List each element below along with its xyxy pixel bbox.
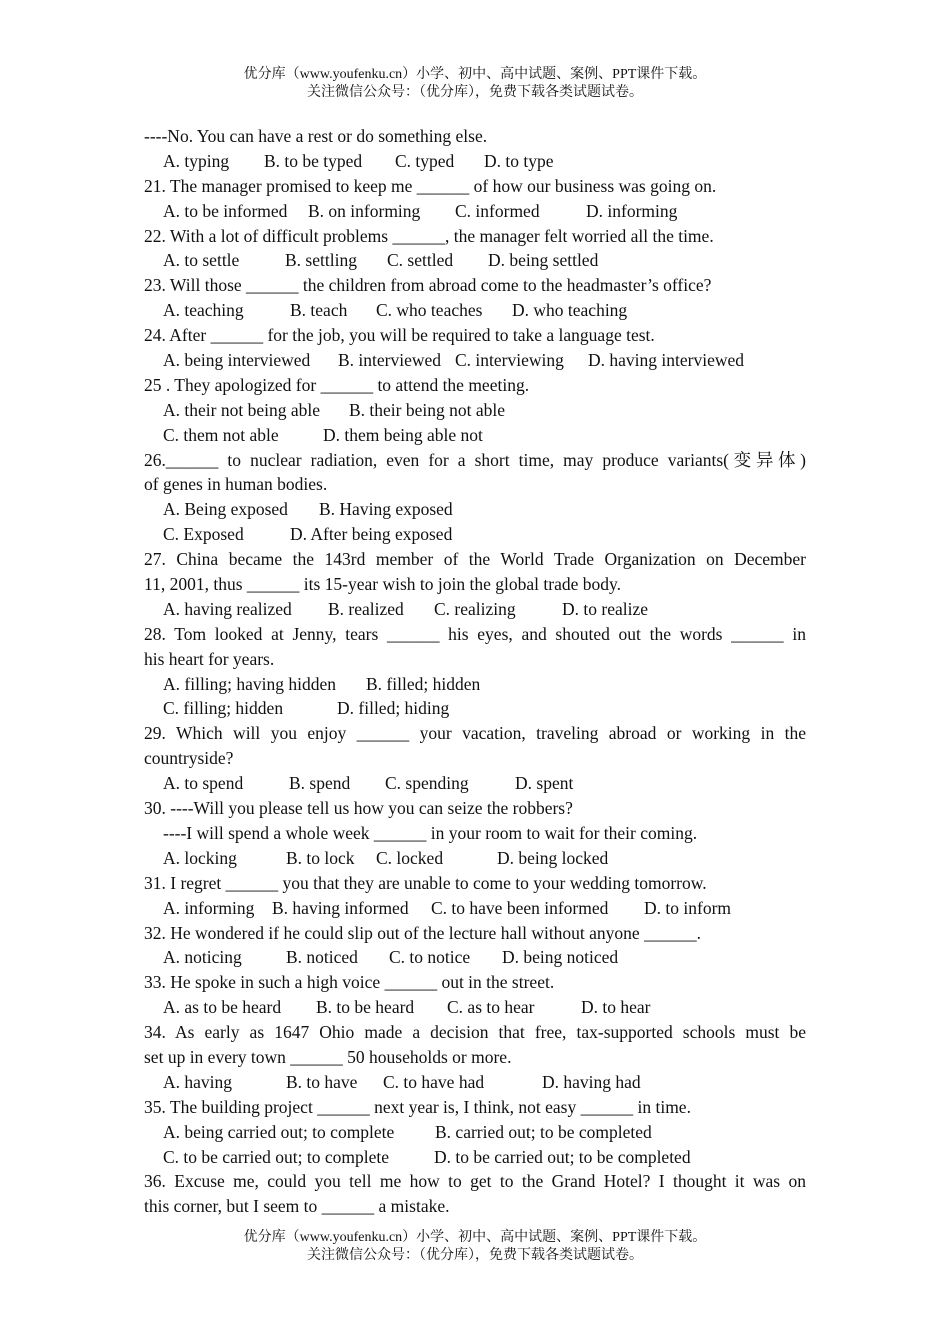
q28-stem-line-1: 28. Tom looked at Jenny, tears ______ his eyes, and shouted out the words ______ in <box>144 623 806 644</box>
footer-line-2: 关注微信公众号：（优分库），免费下载各类试题试卷。 <box>307 1248 643 1263</box>
q25-option-c: C. them not able <box>163 424 279 445</box>
q33-option-c: C. as to hear <box>447 997 535 1018</box>
q32-option-a: A. noticing <box>163 947 242 968</box>
q28-option-c: C. filling; hidden <box>163 698 284 719</box>
q32-option-c: C. to notice <box>389 947 471 968</box>
q32-options <box>144 945 806 970</box>
q30-option-a: A. locking <box>163 847 237 868</box>
q26-options-row-2 <box>144 522 806 547</box>
q34-option-c: C. to have had <box>383 1071 485 1092</box>
q21-option-d: D. informing <box>586 200 678 221</box>
q26-option-b: B. Having exposed <box>319 499 453 520</box>
q34-option-a: A. having <box>163 1071 233 1092</box>
q28-options-row-1 <box>144 672 806 697</box>
q25-option-a: A. their not being able <box>163 399 320 420</box>
q29-stem-line-1: 29. Which will you enjoy ______ your vacation, traveling abroad or working in the <box>144 723 806 744</box>
q33-option-d: D. to hear <box>581 997 651 1018</box>
q30-stem-line-2: ----I will spend a whole week ______ in your room to wait for their coming. <box>163 822 698 843</box>
q31-stem: 31. I regret ______ you that they are unable to come to your wedding tomorrow. <box>144 872 707 893</box>
q28-options-row-2 <box>144 696 806 721</box>
q30-options <box>144 846 806 871</box>
header-line-1: 优分库（www.youfenku.cn）小学、初中、高中试题、案例、PPT课件下载。 <box>243 67 707 82</box>
q26-option-a: A. Being exposed <box>163 499 288 520</box>
footer-line-1: 优分库（www.youfenku.cn）小学、初中、高中试题、案例、PPT课件下载。 <box>243 1230 707 1245</box>
q25-options-row-2 <box>144 423 806 448</box>
q27-stem-line-2: 11, 2001, thus ______ its 15-year wish to join the global trade body. <box>144 574 621 595</box>
q21-stem: 21. The manager promised to keep me ______ of how our business was going on. <box>144 175 717 196</box>
q30-stem-line-1: 30. ----Will you please tell us how you can seize the robbers? <box>144 798 573 819</box>
q31-option-d: D. to inform <box>644 897 732 918</box>
q28-option-a: A. filling; having hidden <box>163 673 337 694</box>
q29-options <box>144 771 806 796</box>
q21-option-b: B. on informing <box>308 200 421 221</box>
q20-option-d: D. to type <box>484 150 554 171</box>
q27-option-d: D. to realize <box>562 598 648 619</box>
q35-option-a: A. being carried out; to complete <box>163 1121 395 1142</box>
q35-option-b: B. carried out; to be completed <box>435 1121 652 1142</box>
q26-options-row-1 <box>144 497 806 522</box>
q30-option-c: C. locked <box>376 847 444 868</box>
q22-options <box>144 248 806 273</box>
q27-option-b: B. realized <box>328 598 404 619</box>
q21-option-c: C. informed <box>455 200 540 221</box>
q21-options <box>144 199 806 224</box>
q24-options <box>144 348 806 373</box>
q36-stem-line-1: 36. Excuse me, could you tell me how to get to the Grand Hotel? I thought it was on <box>144 1171 806 1192</box>
q25-option-d: D. them being able not <box>323 424 483 445</box>
q20-option-b: B. to be typed <box>264 150 363 171</box>
q29-stem-line-2: countryside? <box>144 748 234 769</box>
q34-stem-line-1: 34. As early as 1647 Ohio made a decision that free, tax-supported schools must be <box>144 1022 806 1043</box>
q20-options <box>144 149 806 174</box>
q28-stem-line-2: his heart for years. <box>144 648 275 669</box>
page-footer <box>0 1229 950 1265</box>
page-header <box>0 66 950 102</box>
q34-option-d: D. having had <box>542 1071 641 1092</box>
q23-option-a: A. teaching <box>163 300 244 321</box>
q23-option-c: C. who teaches <box>376 300 483 321</box>
q25-options-row-1 <box>144 398 806 423</box>
header-line-2: 关注微信公众号：（优分库），免费下载各类试题试卷。 <box>307 85 643 100</box>
q28-option-b: B. filled; hidden <box>366 673 481 694</box>
q28-option-d: D. filled; hiding <box>337 698 450 719</box>
q24-option-c: C. interviewing <box>455 350 564 371</box>
q29-option-b: B. spend <box>289 773 351 794</box>
q25-option-b: B. their being not able <box>349 399 506 420</box>
q36-stem-line-2: this corner, but I seem to ______ a mistake. <box>144 1196 450 1217</box>
q23-options <box>144 298 806 323</box>
q23-option-d: D. who teaching <box>512 300 628 321</box>
q24-option-a: A. being interviewed <box>163 350 311 371</box>
q33-stem: 33. He spoke in such a high voice ______ out in the street. <box>144 972 555 993</box>
q20-option-a: A. typing <box>163 150 230 171</box>
q26-stem-line-2: of genes in human bodies. <box>144 474 328 495</box>
q23-stem: 23. Will those ______ the children from abroad come to the headmaster’s office? <box>144 275 712 296</box>
q27-option-a: A. having realized <box>163 598 292 619</box>
q32-stem: 32. He wondered if he could slip out of the lecture hall without anyone ______. <box>144 922 701 943</box>
q27-stem-line-1: 27. China became the 143rd member of the World Trade Organization on December <box>144 549 806 570</box>
q31-option-a: A. informing <box>163 897 255 918</box>
exam-questions <box>144 124 806 1219</box>
q24-option-b: B. interviewed <box>338 350 442 371</box>
q27-option-c: C. realizing <box>434 598 516 619</box>
q20-option-c: C. typed <box>395 150 455 171</box>
q22-stem: 22. With a lot of difficult problems ______, the manager felt worried all the time. <box>144 225 714 246</box>
q29-option-d: D. spent <box>515 773 574 794</box>
q35-stem: 35. The building project ______ next year is, I think, not easy ______ in time. <box>144 1096 691 1117</box>
q35-options-row-2 <box>144 1145 806 1170</box>
q21-option-a: A. to be informed <box>163 200 288 221</box>
q29-option-c: C. spending <box>385 773 469 794</box>
q34-stem-line-2: set up in every town ______ 50 households or more. <box>144 1046 512 1067</box>
q22-option-d: D. being settled <box>488 250 599 271</box>
q26-stem-line-1: 26.______ to nuclear radiation, even for a short time, may produce variants(变异体) <box>144 449 806 470</box>
q31-options <box>144 896 806 921</box>
q34-options <box>144 1070 806 1095</box>
q24-stem: 24. After ______ for the job, you will be required to take a language test. <box>144 325 655 346</box>
q33-option-b: B. to be heard <box>316 997 415 1018</box>
q22-option-c: C. settled <box>387 250 454 271</box>
q23-option-b: B. teach <box>290 300 348 321</box>
q26-option-c: C. Exposed <box>163 524 244 545</box>
q33-options <box>144 995 806 1020</box>
q25-stem: 25 . They apologized for ______ to attend the meeting. <box>144 374 530 395</box>
q22-option-b: B. settling <box>285 250 357 271</box>
q31-option-c: C. to have been informed <box>431 897 609 918</box>
q32-option-d: D. being noticed <box>502 947 619 968</box>
q30-option-d: D. being locked <box>497 847 609 868</box>
q31-option-b: B. having informed <box>272 897 409 918</box>
q29-option-a: A. to spend <box>163 773 244 794</box>
q33-option-a: A. as to be heard <box>163 997 282 1018</box>
q35-options-row-1 <box>144 1120 806 1145</box>
q27-options <box>144 597 806 622</box>
q35-option-c: C. to be carried out; to complete <box>163 1146 389 1167</box>
q26-option-d: D. After being exposed <box>290 524 453 545</box>
q35-option-d: D. to be carried out; to be completed <box>434 1146 691 1167</box>
q20-continuation: ----No. You can have a rest or do something else. <box>144 126 488 146</box>
q22-option-a: A. to settle <box>163 250 240 271</box>
q32-option-b: B. noticed <box>286 947 358 968</box>
q30-option-b: B. to lock <box>286 847 355 868</box>
q24-option-d: D. having interviewed <box>588 350 744 371</box>
q34-option-b: B. to have <box>286 1071 358 1092</box>
